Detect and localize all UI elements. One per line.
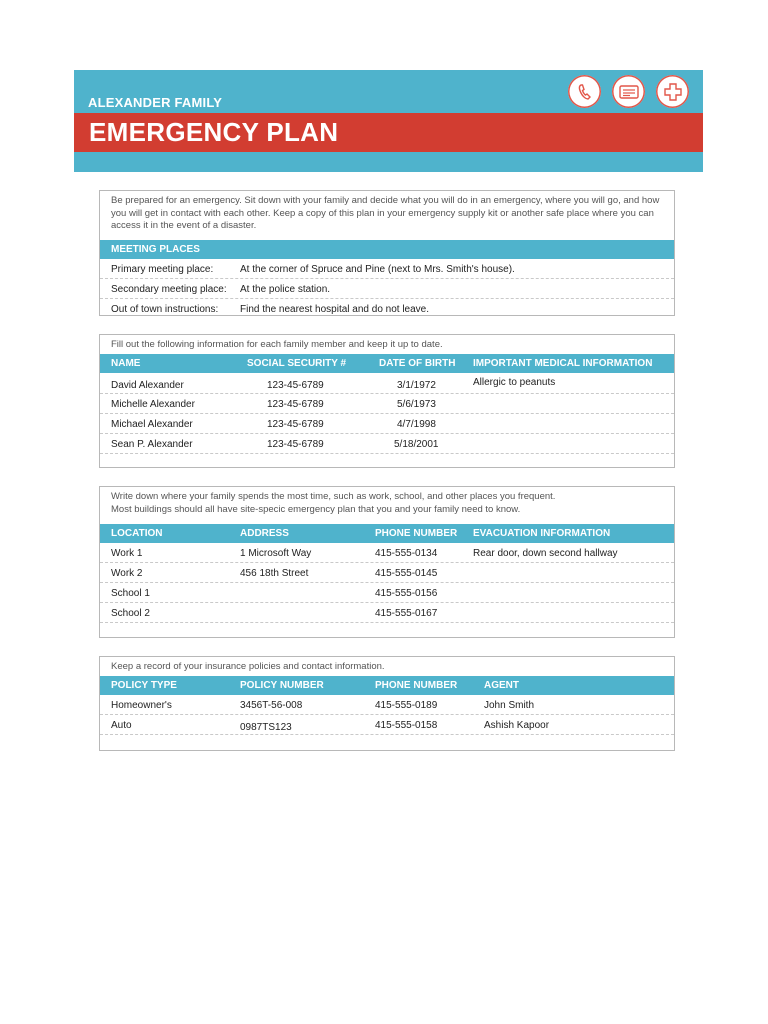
col-header-evac: EVACUATION INFORMATION xyxy=(473,528,611,539)
insurance-intro: Keep a record of your insurance policies and contact information. xyxy=(111,661,385,672)
table-row xyxy=(100,373,674,394)
col-header-ssn: SOCIAL SECURITY # xyxy=(247,358,347,369)
meeting-places-heading: MEETING PLACES xyxy=(111,244,200,255)
members-header xyxy=(100,354,674,373)
location-phone: 415-555-0156 xyxy=(375,588,438,599)
col-header-policy-number: POLICY NUMBER xyxy=(240,680,324,691)
locations-header xyxy=(100,524,674,543)
medical-cross-icon xyxy=(656,75,689,108)
policy-phone: 415-555-0158 xyxy=(375,720,438,731)
header-icons xyxy=(568,75,689,108)
member-ssn: 123-45-6789 xyxy=(267,380,324,391)
policy-number: 0987TS123 xyxy=(240,722,292,733)
member-dob: 4/7/1998 xyxy=(397,419,436,430)
table-row xyxy=(100,279,674,299)
location-name: Work 1 xyxy=(111,548,143,559)
policy-number: 3456T-56-008 xyxy=(240,700,303,711)
member-ssn: 123-45-6789 xyxy=(267,419,324,430)
member-dob: 3/1/1972 xyxy=(397,380,436,391)
table-row-empty xyxy=(100,623,674,642)
col-header-policy-type: POLICY TYPE xyxy=(111,680,177,691)
locations-intro-line1: Write down where your family spends the most time, such as work, school, and other places you frequent. xyxy=(111,491,556,502)
member-name: Michelle Alexander xyxy=(111,399,195,410)
family-name: ALEXANDER FAMILY xyxy=(88,95,223,110)
meeting-label: Primary meeting place: xyxy=(111,264,214,275)
page-title: EMERGENCY PLAN xyxy=(89,117,339,147)
member-ssn: 123-45-6789 xyxy=(267,399,324,410)
meeting-value: Find the nearest hospital and do not leave. xyxy=(240,304,430,315)
col-header-dob: DATE OF BIRTH xyxy=(379,358,456,369)
policy-phone: 415-555-0189 xyxy=(375,700,438,711)
members-intro: Fill out the following information for each family member and keep it up to date. xyxy=(111,339,443,350)
meeting-label: Out of town instructions: xyxy=(111,304,219,315)
header-banner xyxy=(74,70,703,172)
member-name: Michael Alexander xyxy=(111,419,193,430)
table-row-empty xyxy=(100,735,674,754)
location-phone: 415-555-0145 xyxy=(375,568,438,579)
member-name: Sean P. Alexander xyxy=(111,439,193,450)
locations-panel xyxy=(99,486,675,638)
insurance-header xyxy=(100,676,674,695)
meeting-value: At the corner of Spruce and Pine (next to Mrs. Smith's house). xyxy=(240,264,515,275)
col-header-phone: PHONE NUMBER xyxy=(375,528,458,539)
table-row xyxy=(100,695,674,715)
location-phone: 415-555-0134 xyxy=(375,548,438,559)
table-row-empty xyxy=(100,454,674,473)
meeting-places-header xyxy=(100,240,674,259)
meeting-places-panel xyxy=(99,190,675,316)
table-row xyxy=(100,583,674,603)
col-header-agent: AGENT xyxy=(484,680,519,691)
location-phone: 415-555-0167 xyxy=(375,608,438,619)
table-row xyxy=(100,299,674,318)
title-band xyxy=(74,113,703,152)
table-row xyxy=(100,563,674,583)
col-header-address: ADDRESS xyxy=(240,528,289,539)
location-name: School 2 xyxy=(111,608,150,619)
table-row xyxy=(100,434,674,454)
member-dob: 5/18/2001 xyxy=(394,439,439,450)
location-name: School 1 xyxy=(111,588,150,599)
policy-type: Auto xyxy=(111,720,132,731)
table-row xyxy=(100,715,674,735)
member-dob: 5/6/1973 xyxy=(397,399,436,410)
table-row xyxy=(100,414,674,434)
col-header-name: NAME xyxy=(111,358,141,369)
policy-agent: Ashish Kapoor xyxy=(484,720,550,731)
locations-intro xyxy=(100,487,674,524)
location-address: 1 Microsoft Way xyxy=(240,548,312,559)
policy-type: Homeowner's xyxy=(111,700,172,711)
phone-icon xyxy=(568,75,601,108)
table-row xyxy=(100,394,674,414)
locations-intro-line2: Most buildings should all have site-specic emergency plan that you and your family need to know. xyxy=(111,503,521,515)
meeting-label: Secondary meeting place: xyxy=(111,284,227,295)
insurance-panel xyxy=(99,656,675,751)
table-row xyxy=(100,259,674,279)
member-medical: Allergic to peanuts xyxy=(473,377,556,388)
col-header-location: LOCATION xyxy=(111,528,163,539)
member-name: David Alexander xyxy=(111,380,184,391)
family-members-panel xyxy=(99,334,675,468)
meeting-value: At the police station. xyxy=(240,284,331,295)
meeting-intro: Be prepared for an emergency. Sit down with your family and decide what you will do in an emergency, where you will go, and how you will get in contact with each other. Keep a copy of this plan in your emergency supply kit or another safe place where you can access it in the event of a disaster. xyxy=(111,195,660,231)
id-card-icon xyxy=(612,75,645,108)
table-row xyxy=(100,543,674,563)
col-header-medical: IMPORTANT MEDICAL INFORMATION xyxy=(473,358,653,369)
member-ssn: 123-45-6789 xyxy=(267,439,324,450)
policy-agent: John Smith xyxy=(484,700,535,711)
location-address: 456 18th Street xyxy=(240,568,309,579)
location-evac: Rear door, down second hallway xyxy=(473,548,618,559)
location-name: Work 2 xyxy=(111,568,143,579)
col-header-phone: PHONE NUMBER xyxy=(375,680,458,691)
table-row xyxy=(100,603,674,623)
